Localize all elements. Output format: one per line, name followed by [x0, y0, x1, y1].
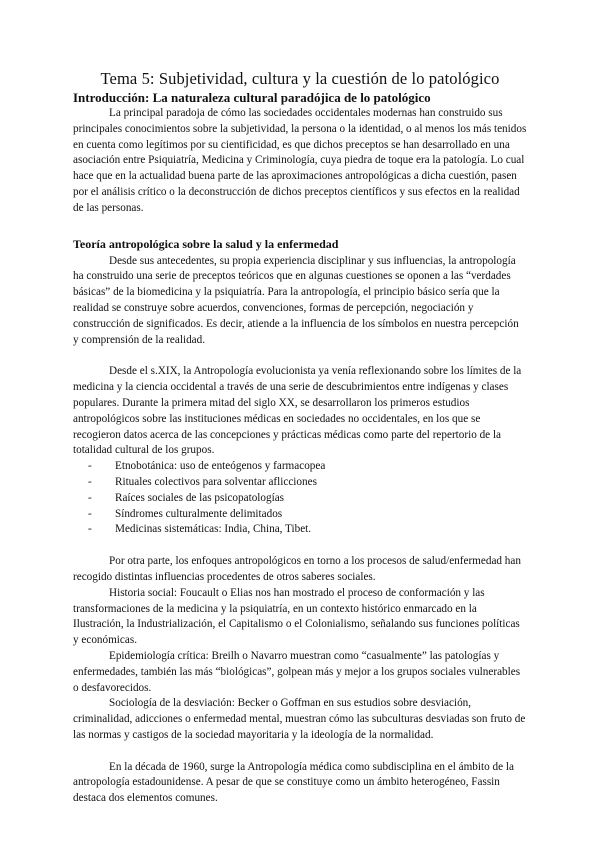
dash-bullet: - — [88, 475, 92, 488]
list-item — [88, 475, 527, 491]
list-item-text: Raíces sociales de las psicopatologías — [115, 491, 285, 504]
list-item — [88, 491, 527, 507]
topic-list — [73, 459, 527, 538]
list-item-text: Medicinas sistemáticas: India, China, Tibet. — [115, 523, 312, 536]
intro-heading: Introducción: La naturaleza cultural paradójica de lo patológico — [73, 90, 431, 105]
dash-bullet: - — [88, 491, 92, 504]
document-title: Tema 5: Subjetividad, cultura y la cuestión de lo patológico — [100, 69, 500, 88]
body-paragraph-2: Desde el s.XIX, la Antropología evolucionista ya venía reflexionando sobre los límites de la medicina y la ciencia occidental a través de una serie de descubrimientos entre indígenas y clases populares. Durante la primera mitad del siglo XX, se desarrollaron los primeros estudios antropológicos sobre las instituciones médicas en sociedades no occidentales, en los que se recogieron datos acerca de las concepciones y prácticas médicas como parte del repertorio de la totalidad cultural de los grupos. — [73, 365, 522, 457]
intro-paragraph: La principal paradoja de cómo las sociedades occidentales modernas han construido sus principales conocimientos sobre la subjetividad, la persona o la identidad, o al menos los más tenidos en cuenta como legítimos por su cientificidad, es que dichos preceptos se han desarrollado en una asociación entre Psiquiatría, Medicina y Criminología, cuya piedra de toque era la patología. Lo cual hace que en la actualidad buena parte de las aproximaciones antropológicas a dicha cuestión, pasen por el análisis crítico o la deconstrucción de dichos preceptos científicos y sus efectos en la realidad de las personas. — [73, 107, 527, 214]
section-heading: Teoría antropológica sobre la salud y la enfermedad — [73, 236, 339, 251]
body-paragraph-3: Por otra parte, los enfoques antropológicos en torno a los procesos de salud/enfermedad han recogido distintas influencias procedentes de otros saberes sociales. — [73, 555, 521, 583]
list-item — [88, 459, 527, 475]
closing-paragraph: En la década de 1960, surge la Antropología médica como subdisciplina en el ámbito de la antropología estadounidense. A pesar de que se constituye como un ámbito heterogéneo, Fassin destaca dos elementos comunes. — [73, 760, 514, 805]
list-item-text: Rituales colectivos para solventar aflicciones — [115, 475, 317, 488]
list-item-text: Síndromes culturalmente delimitados — [115, 507, 283, 520]
list-item-text: Etnobotánica: uso de enteógenos y farmacopea — [115, 460, 326, 473]
history-paragraph: Historia social: Foucault o Elias nos han mostrado el proceso de conformación y las transformaciones de la medicina y la psiquiatría, en un contexto histórico enmarcado en la Ilustración, la Industrialización, el Capitalismo o el Colonialismo, señalando sus funciones políticas y económicas. — [73, 586, 520, 647]
deviance-paragraph: Sociología de la desviación: Becker o Goffman en sus estudios sobre desviación, criminalidad, adicciones o enfermedad mental, muestran cómo las subculturas desviadas son fruto de las normas y castigos de la sociedad mayoritaria y la ideología de la normalidad. — [73, 697, 526, 741]
dash-bullet: - — [88, 460, 92, 473]
epidemiology-paragraph: Epidemiología crítica: Breilh o Navarro muestran como “casualmente” las patologías y enfermedades, también las más “biológicas”, golpean más y mejor a los grupos sociales vulnerables o desfavorecidos. — [73, 649, 521, 694]
dash-bullet: - — [88, 523, 92, 536]
list-item — [88, 522, 527, 538]
dash-bullet: - — [88, 507, 92, 520]
body-paragraph-1: Desde sus antecedentes, su propia experiencia disciplinar y sus influencias, la antropología ha construido una serie de preceptos teóricos que en algunas cuestiones se oponen a las “verdades básicas” de la biomedicina y la psiquiatría. Para la antropología, el principio básico sería que la realidad se construye sobre acuerdos, convenciones, formas de percepción, negociación y construcción de significados. Es decir, atiende a la influencia de los símbolos en nuestra percepción y comprensión de la realidad. — [73, 254, 519, 346]
list-item — [88, 507, 527, 523]
